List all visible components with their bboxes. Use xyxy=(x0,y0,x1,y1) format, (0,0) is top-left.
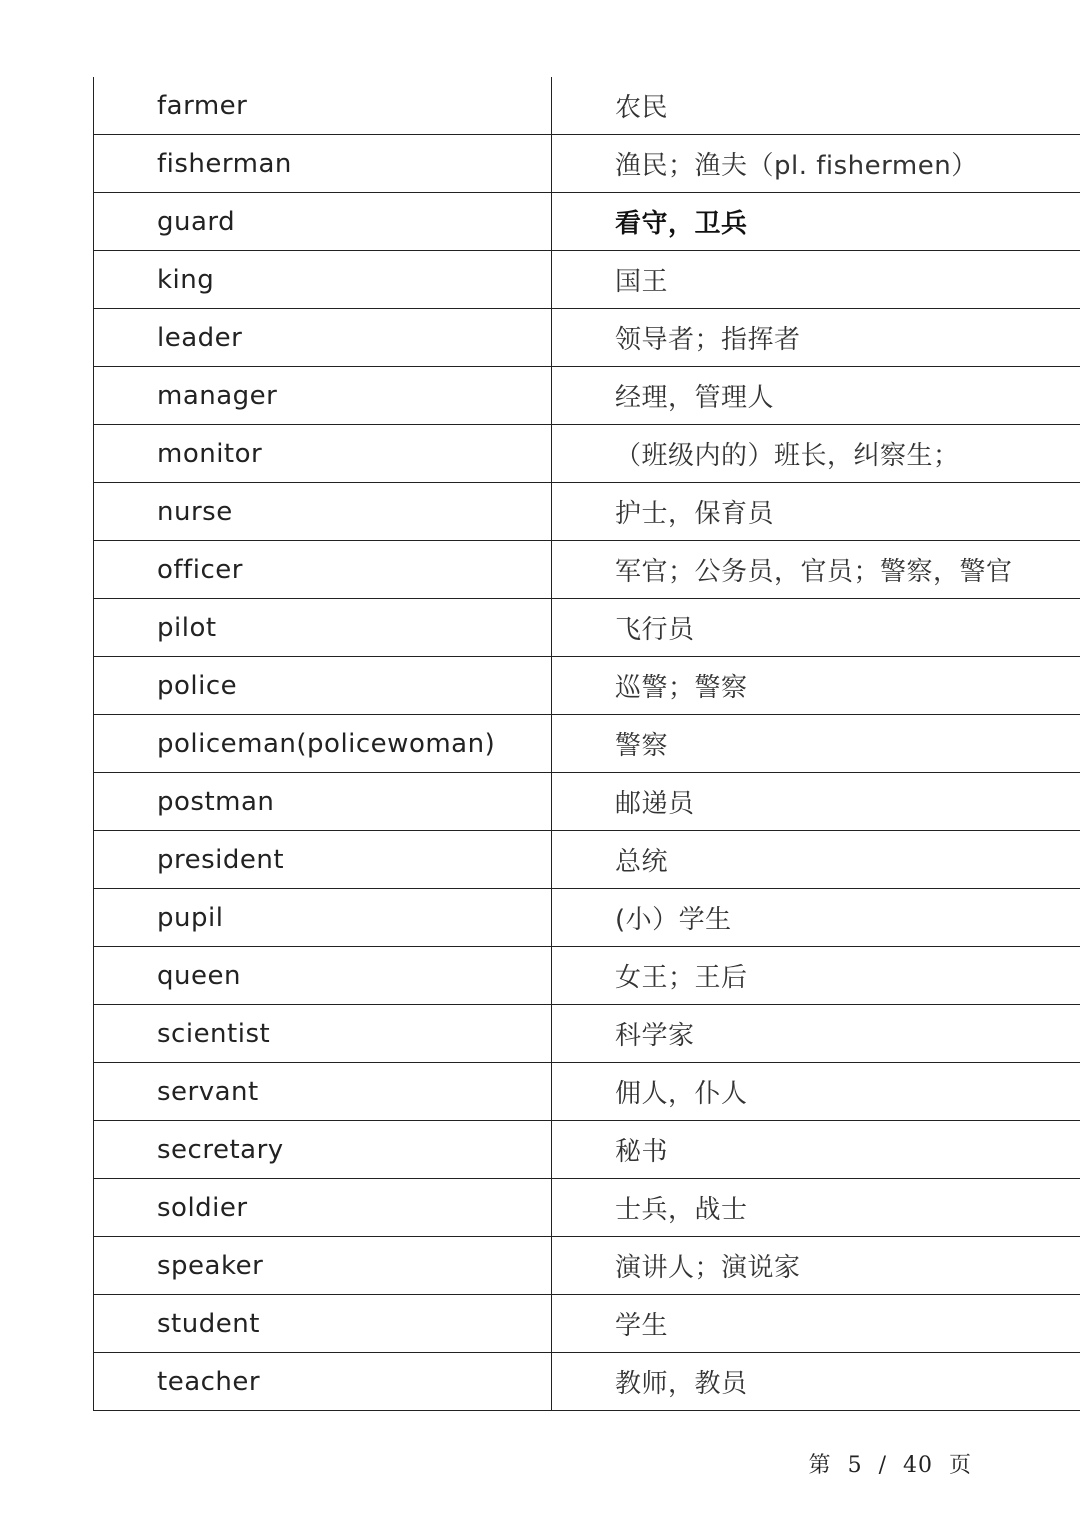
table-row xyxy=(94,251,1080,309)
table-row xyxy=(94,77,1080,135)
table-row xyxy=(94,483,1080,541)
table-row xyxy=(94,309,1080,367)
table-row xyxy=(94,367,1080,425)
meaning-cell: 经理，管理人 xyxy=(552,367,1080,425)
word-cell: secretary xyxy=(94,1121,552,1179)
vocabulary-table xyxy=(93,77,1080,1411)
meaning-cell: 佣人，仆人 xyxy=(552,1063,1080,1121)
table-row xyxy=(94,1237,1080,1295)
meaning-cell: 警察 xyxy=(552,715,1080,773)
table-row xyxy=(94,135,1080,193)
page-suffix: 页 xyxy=(948,1453,972,1478)
table-row xyxy=(94,193,1080,251)
meaning-cell: 科学家 xyxy=(552,1005,1080,1063)
word-cell: leader xyxy=(94,309,552,367)
meaning-cell: (小）学生 xyxy=(552,889,1080,947)
meaning-cell: 士兵，战士 xyxy=(552,1179,1080,1237)
meaning-cell: 女王；王后 xyxy=(552,947,1080,1005)
table-row xyxy=(94,1063,1080,1121)
word-cell: teacher xyxy=(94,1353,552,1411)
meaning-cell: 巡警；警察 xyxy=(552,657,1080,715)
vocabulary-table-body xyxy=(94,77,1080,1411)
word-cell: nurse xyxy=(94,483,552,541)
word-cell: officer xyxy=(94,541,552,599)
table-row xyxy=(94,1179,1080,1237)
word-cell: pupil xyxy=(94,889,552,947)
table-row xyxy=(94,657,1080,715)
meaning-cell: 国王 xyxy=(552,251,1080,309)
table-row xyxy=(94,773,1080,831)
meaning-cell: 渔民；渔夫（pl. fishermen） xyxy=(552,135,1080,193)
table-row xyxy=(94,1121,1080,1179)
table-row xyxy=(94,889,1080,947)
meaning-cell: （班级内的）班长，纠察生； xyxy=(552,425,1080,483)
page-number-footer xyxy=(805,1448,976,1479)
page-separator: / xyxy=(878,1453,887,1478)
table-row xyxy=(94,831,1080,889)
word-cell: president xyxy=(94,831,552,889)
word-cell: student xyxy=(94,1295,552,1353)
meaning-cell: 演讲人；演说家 xyxy=(552,1237,1080,1295)
word-cell: postman xyxy=(94,773,552,831)
word-cell: fisherman xyxy=(94,135,552,193)
word-cell: speaker xyxy=(94,1237,552,1295)
word-cell: manager xyxy=(94,367,552,425)
meaning-cell: 学生 xyxy=(552,1295,1080,1353)
word-cell: queen xyxy=(94,947,552,1005)
table-row xyxy=(94,1295,1080,1353)
word-cell: police xyxy=(94,657,552,715)
page-prefix: 第 xyxy=(808,1453,832,1478)
current-page-number: 5 xyxy=(847,1453,863,1478)
table-row xyxy=(94,425,1080,483)
table-row xyxy=(94,599,1080,657)
table-row xyxy=(94,1005,1080,1063)
word-cell: monitor xyxy=(94,425,552,483)
meaning-cell: 秘书 xyxy=(552,1121,1080,1179)
table-row xyxy=(94,541,1080,599)
word-cell: guard xyxy=(94,193,552,251)
meaning-cell: 教师，教员 xyxy=(552,1353,1080,1411)
meaning-cell: 护士，保育员 xyxy=(552,483,1080,541)
meaning-cell: 总统 xyxy=(552,831,1080,889)
table-row xyxy=(94,1353,1080,1411)
word-cell: farmer xyxy=(94,77,552,135)
total-page-count: 40 xyxy=(902,1453,933,1478)
word-cell: king xyxy=(94,251,552,309)
meaning-cell: 飞行员 xyxy=(552,599,1080,657)
meaning-cell: 军官；公务员，官员；警察，警官 xyxy=(552,541,1080,599)
meaning-cell: 邮递员 xyxy=(552,773,1080,831)
word-cell: pilot xyxy=(94,599,552,657)
word-cell: policeman(policewoman) xyxy=(94,715,552,773)
table-row xyxy=(94,715,1080,773)
meaning-cell: 领导者；指挥者 xyxy=(552,309,1080,367)
meaning-cell: 看守，卫兵 xyxy=(552,193,1080,251)
table-row xyxy=(94,947,1080,1005)
meaning-cell: 农民 xyxy=(552,77,1080,135)
word-cell: soldier xyxy=(94,1179,552,1237)
word-cell: scientist xyxy=(94,1005,552,1063)
word-cell: servant xyxy=(94,1063,552,1121)
